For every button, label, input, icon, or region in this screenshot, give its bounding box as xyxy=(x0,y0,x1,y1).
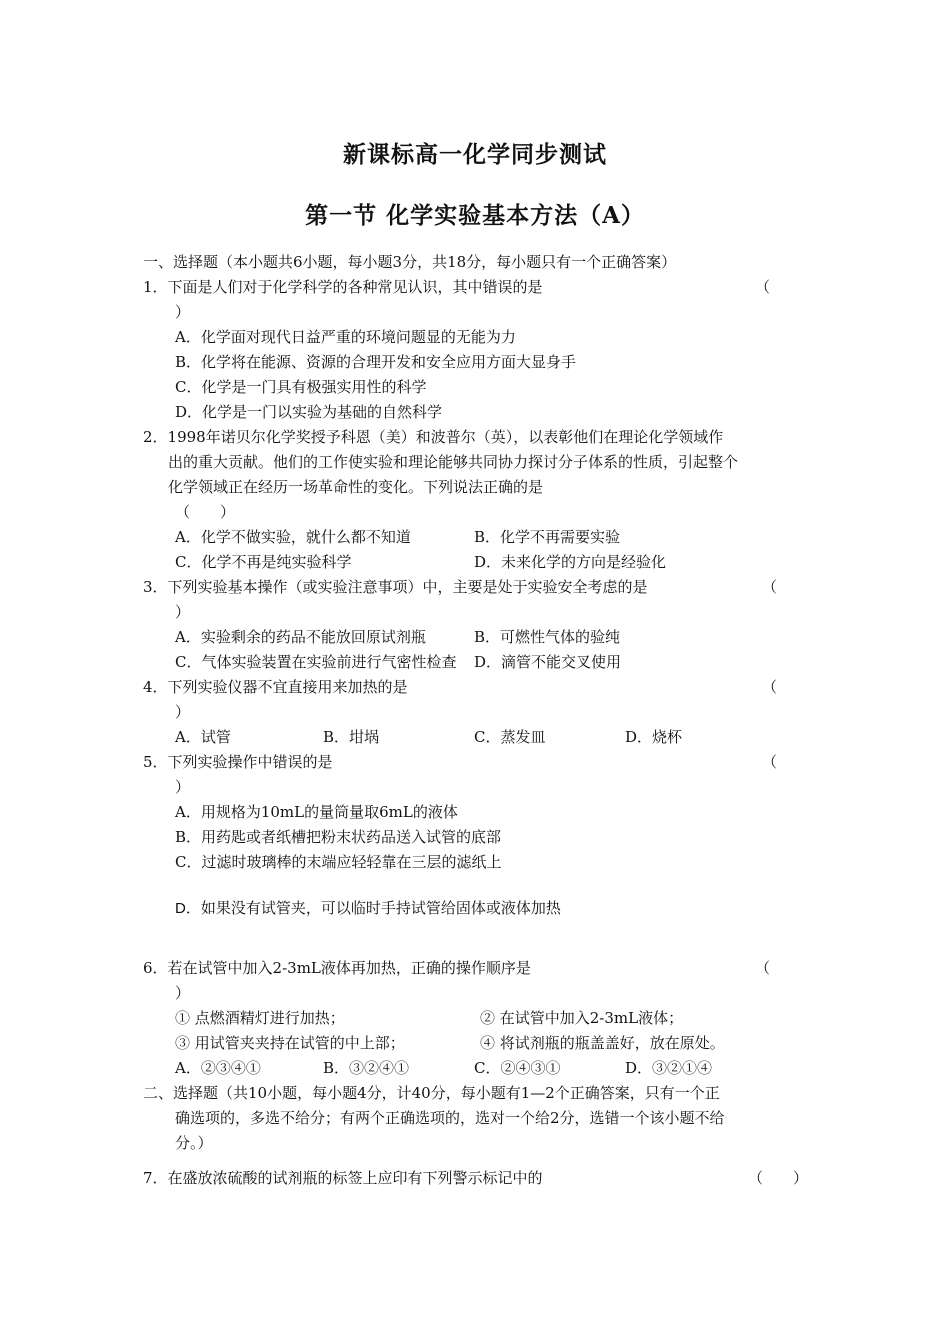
question-6-option-c: C．②④③① xyxy=(474,1059,561,1077)
question-6-step-4: ④ 将试剂瓶的瓶盖盖好，放在原处。 xyxy=(480,1034,725,1052)
section1-heading: 一、选择题（本小题共6小题，每小题3分，共18分，每小题只有一个正确答案） xyxy=(143,253,677,271)
question-3-option-c: C．气体实验装置在实验前进行气密性检查 xyxy=(175,653,457,671)
question-5-option-a: A．用规格为10mL的量筒量取6mL的液体 xyxy=(175,803,458,821)
question-3-stem: 3．下列实验基本操作（或实验注意事项）中，主要是处于实验安全考虑的是 xyxy=(143,578,648,596)
question-2-option-d: D．未来化学的方向是经验化 xyxy=(474,553,667,571)
question-1-stem: 1．下面是人们对于化学科学的各种常见认识，其中错误的是 xyxy=(143,278,543,296)
question-4-stem: 4．下列实验仪器不宜直接用来加热的是 xyxy=(143,678,408,696)
question-5-option-c: C．过滤时玻璃棒的末端应轻轻靠在三层的滤纸上 xyxy=(175,853,502,871)
question-4-option-b: B．坩埚 xyxy=(323,728,380,746)
question-7-stem: 7．在盛放浓硫酸的试剂瓶的标签上应印有下列警示标记中的 xyxy=(143,1169,543,1187)
question-2-stem-line: 2．1998年诺贝尔化学奖授予科恩（美）和波普尔（英），以表彰他们在理论化学领域作 xyxy=(143,428,724,446)
document-subtitle: 第一节 化学实验基本方法（A） xyxy=(305,202,645,229)
answer-paren-open: （ xyxy=(762,678,778,696)
question-5-option-d: D．如果没有试管夹，可以临时手持试管给固体或液体加热 xyxy=(175,900,561,917)
answer-paren: （ ） xyxy=(175,503,236,521)
question-6-option-b: B．③②④① xyxy=(323,1059,410,1077)
answer-paren-close: ） xyxy=(175,303,191,321)
answer-paren-close: ） xyxy=(175,778,191,796)
question-1-option-c: C．化学是一门具有极强实用性的科学 xyxy=(175,378,427,396)
question-4-option-d: D．烧杯 xyxy=(625,728,683,746)
question-6-step-3: ③ 用试管夹夹持在试管的中上部； xyxy=(175,1034,405,1052)
question-2-option-b: B．化学不再需要实验 xyxy=(474,528,621,546)
answer-paren-close: ） xyxy=(175,703,191,721)
question-2-stem-line: 化学领域正在经历一场革命性的变化。下列说法正确的是 xyxy=(168,478,544,496)
question-6-option-d: D．③②①④ xyxy=(625,1059,713,1077)
section2-heading-line: 二、选择题（共10小题，每小题4分，计40分，每小题有1—2个正确答案，只有一个正 xyxy=(143,1084,720,1102)
question-2-option-c: C．化学不再是纯实验科学 xyxy=(175,553,352,571)
question-3-option-b: B．可燃性气体的验纯 xyxy=(474,628,621,646)
question-1-option-b: B．化学将在能源、资源的合理开发和安全应用方面大显身手 xyxy=(175,353,577,371)
answer-paren-open: （ xyxy=(755,278,771,296)
question-4-option-c: C．蒸发皿 xyxy=(474,728,546,746)
answer-paren-open: （ xyxy=(762,578,778,596)
section2-heading-line: 分。） xyxy=(175,1134,213,1152)
question-6-stem: 6．若在试管中加入2-3mL液体再加热，正确的操作顺序是 xyxy=(143,959,531,977)
section2-heading-line: 确选项的，多选不给分；有两个正确选项的，选对一个给2分，选错一个该小题不给 xyxy=(175,1109,725,1127)
question-6-step-1: ① 点燃酒精灯进行加热； xyxy=(175,1009,345,1027)
document-title: 新课标高一化学同步测试 xyxy=(343,141,607,168)
question-3-option-a: A．实验剩余的药品不能放回原试剂瓶 xyxy=(175,628,426,646)
question-6-step-2: ② 在试管中加入2-3mL液体； xyxy=(480,1009,684,1027)
question-5-option-b: B．用药匙或者纸槽把粉末状药品送入试管的底部 xyxy=(175,828,502,846)
question-1-option-d: D．化学是一门以实验为基础的自然科学 xyxy=(175,403,443,421)
answer-paren-open: （ xyxy=(755,959,771,977)
question-1-option-a: A．化学面对现代日益严重的环境问题显的无能为力 xyxy=(175,328,516,346)
answer-paren: （ ） xyxy=(748,1169,809,1187)
question-6-option-a: A．②③④① xyxy=(175,1059,261,1077)
question-4-option-a: A．试管 xyxy=(175,728,231,746)
question-2-stem-line: 出的重大贡献。他们的工作使实验和理论能够共同协力探讨分子体系的性质，引起整个 xyxy=(168,453,739,471)
question-2-option-a: A．化学不做实验，就什么都不知道 xyxy=(175,528,411,546)
answer-paren-open: （ xyxy=(762,753,778,771)
question-3-option-d: D．滴管不能交叉使用 xyxy=(474,653,622,671)
answer-paren-close: ） xyxy=(175,984,191,1002)
question-5-stem: 5．下列实验操作中错误的是 xyxy=(143,753,333,771)
answer-paren-close: ） xyxy=(175,603,191,621)
